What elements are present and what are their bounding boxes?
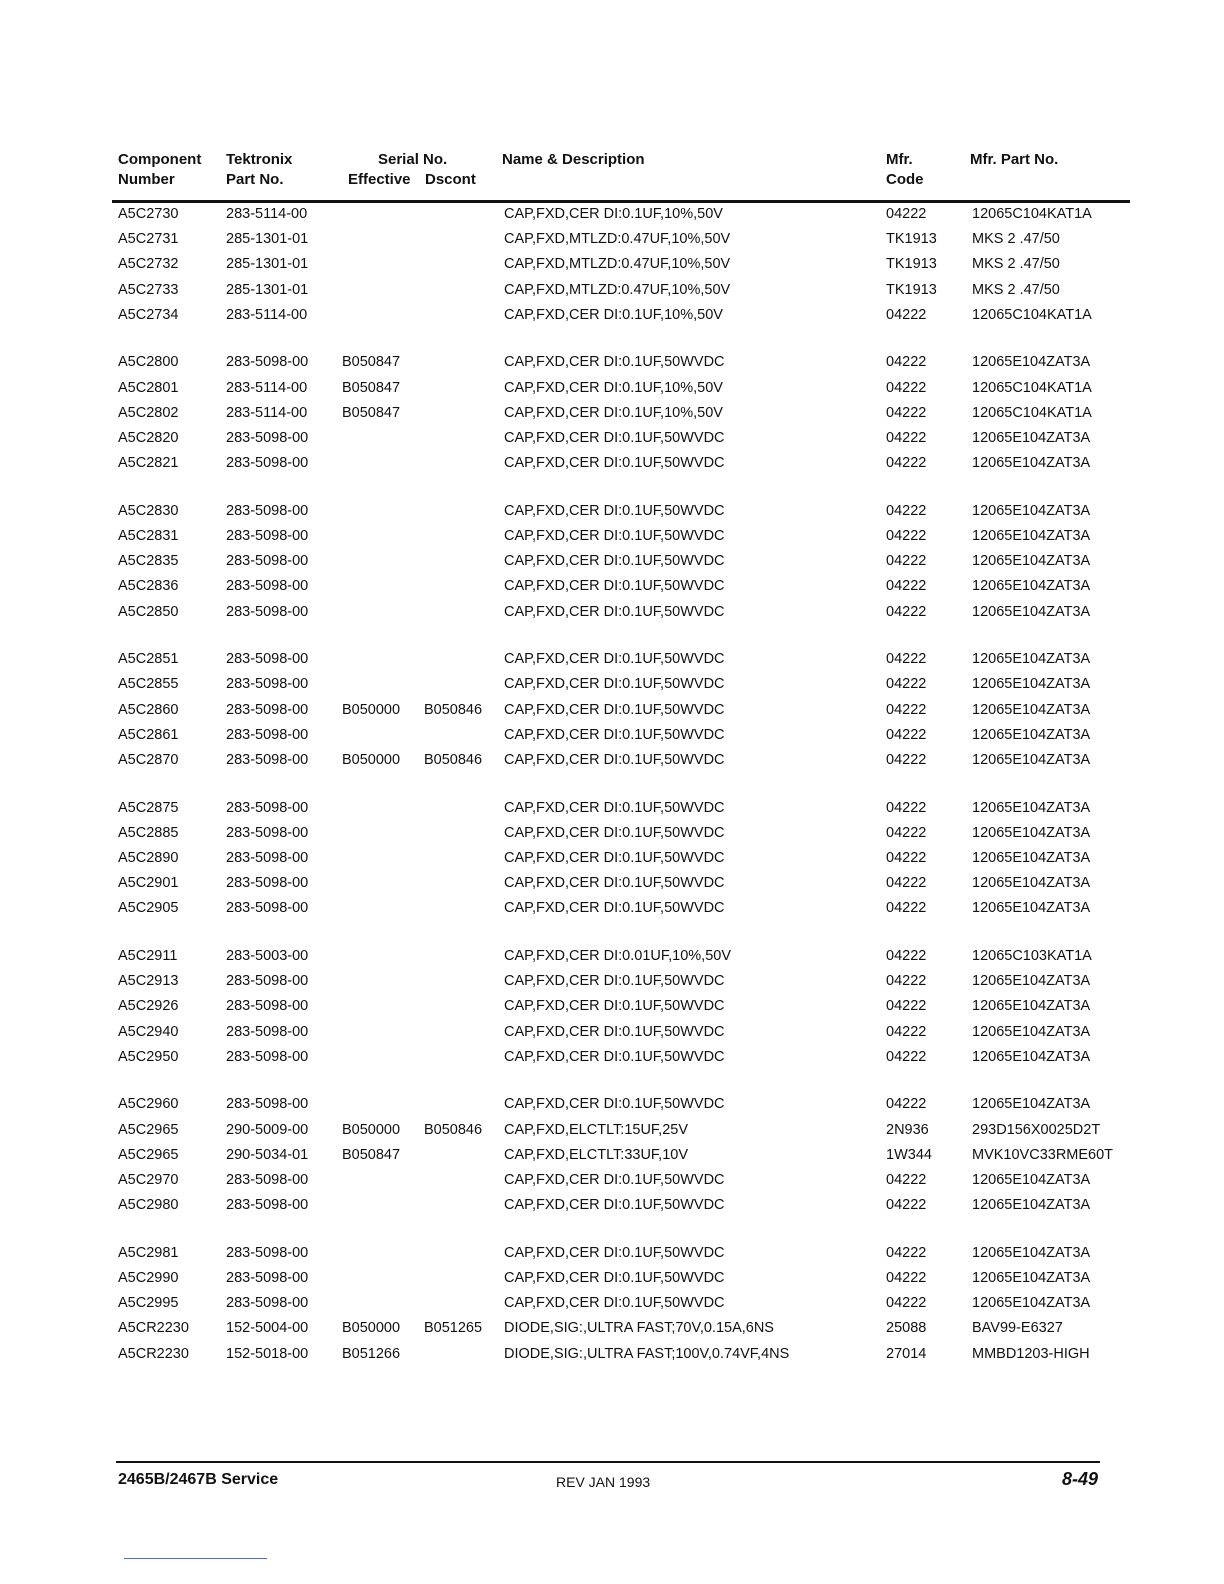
component-number: A5C2801 [118,379,179,396]
mfr-code: 04222 [886,998,927,1015]
part-description: CAP,FXD,CER DI:0.1UF,10%,50V [504,206,723,222]
serial-dscont: B050846 [424,1121,483,1138]
tektronix-part-no: 290-5009-00 [226,1121,309,1138]
table-row [0,1292,1224,1314]
table-row [0,1343,1224,1365]
mfr-part-no: 12065E104ZAT3A [972,1172,1091,1188]
mfr-code: 04222 [886,1244,927,1261]
header-mfr-part-no: Mfr. Part No. [970,151,1059,168]
component-number: A5CR2230 [118,1345,189,1362]
table-row [0,1169,1224,1191]
mfr-code: 04222 [886,455,927,472]
component-number: A5C2911 [118,948,178,964]
header-label: Tektronix [226,151,293,168]
tektronix-part-no: 283-5098-00 [226,998,309,1015]
component-number: A5C2860 [118,701,179,718]
mfr-part-no: 12065E104ZAT3A [972,676,1091,693]
tektronix-part-no: 283-5098-00 [226,799,309,816]
mfr-code: 04222 [886,430,927,446]
component-number: A5C2800 [118,354,179,371]
tektronix-part-no: 283-5098-00 [226,824,309,841]
part-description: CAP,FXD,CER DI:0.1UF,50WVDC [504,578,725,595]
part-description: CAP,FXD,CER DI:0.1UF,50WVDC [504,752,725,768]
component-number: A5C2926 [118,998,179,1015]
tektronix-part-no: 283-5098-00 [226,676,309,693]
component-number: A5C2870 [118,752,179,768]
mfr-code: 04222 [886,603,927,620]
mfr-part-no: MKS 2 .47/50 [972,256,1060,273]
header-effective: Effective [348,171,411,188]
mfr-part-no: 12065E104ZAT3A [972,726,1091,743]
tektronix-part-no: 283-5114-00 [226,379,308,396]
header-dscont: Dscont [425,171,476,188]
table-row [0,648,1224,670]
part-description: CAP,FXD,CER DI:0.1UF,50WVDC [504,1096,725,1113]
serial-effective: B050000 [342,1320,401,1337]
tektronix-part-no: 283-5098-00 [226,850,309,866]
mfr-part-no: 12065E104ZAT3A [972,998,1091,1015]
table-row [0,1093,1224,1115]
table-row [0,279,1224,301]
serial-effective: B050847 [342,354,401,371]
tektronix-part-no: 283-5098-00 [226,455,309,472]
tektronix-part-no: 283-5098-00 [226,430,309,446]
tektronix-part-no: 283-5098-00 [226,528,309,544]
mfr-part-no: 12065E104ZAT3A [972,752,1091,768]
header-label: Component [118,151,202,168]
table-row [0,699,1224,721]
mfr-code: 04222 [886,651,927,668]
part-description: CAP,FXD,CER DI:0.01UF,10%,50V [504,948,731,964]
table-row [0,1317,1224,1339]
revision-date: REV JAN 1993 [556,1474,651,1490]
part-description: CAP,FXD,CER DI:0.1UF,50WVDC [504,676,725,693]
component-number: A5C2821 [118,455,179,472]
part-description: CAP,FXD,CER DI:0.1UF,50WVDC [504,875,725,892]
tektronix-part-no: 283-5098-00 [226,726,309,743]
mfr-part-no: 12065E104ZAT3A [972,430,1091,446]
header-label: Mfr. [886,151,913,168]
serial-dscont: B051265 [424,1320,483,1337]
part-description: CAP,FXD,ELCTLT:15UF,25V [504,1121,689,1138]
component-number: A5C2970 [118,1172,179,1188]
header-mfr-code [886,150,924,190]
mfr-part-no: 12065E104ZAT3A [972,455,1091,472]
table-row [0,253,1224,275]
table-row [0,377,1224,399]
tektronix-part-no: 283-5098-00 [226,875,309,892]
mfr-part-no: 12065E104ZAT3A [972,354,1091,371]
table-row [0,897,1224,919]
component-number: A5C2875 [118,799,179,816]
mfr-part-no: 12065E104ZAT3A [972,1096,1091,1113]
part-description: CAP,FXD,CER DI:0.1UF,50WVDC [504,603,725,620]
mfr-code: 04222 [886,578,927,595]
table-header [0,150,1224,198]
mfr-part-no: 12065E104ZAT3A [972,528,1091,544]
part-description: CAP,FXD,CER DI:0.1UF,50WVDC [504,1244,725,1261]
component-number: A5C2830 [118,502,179,519]
tektronix-part-no: 283-5098-00 [226,1096,309,1113]
tektronix-part-no: 283-5098-00 [226,1270,309,1286]
header-tektronix-part-no [226,150,292,190]
part-description: DIODE,SIG:,ULTRA FAST;100V,0.74VF,4NS [504,1345,790,1362]
component-number: A5C2861 [118,726,179,743]
part-description: CAP,FXD,CER DI:0.1UF,50WVDC [504,1048,725,1065]
mfr-code: 04222 [886,206,927,222]
component-number: A5C2730 [118,206,179,222]
mfr-code: 04222 [886,726,927,743]
mfr-code: 04222 [886,1295,927,1312]
component-number: A5C2835 [118,553,179,570]
component-number: A5C2820 [118,430,179,446]
table-row [0,847,1224,869]
mfr-code: 04222 [886,354,927,371]
table-row [0,673,1224,695]
mfr-part-no: 12065E104ZAT3A [972,1295,1091,1312]
part-description: CAP,FXD,MTLZD:0.47UF,10%,50V [504,256,731,273]
table-row [0,797,1224,819]
component-number: A5C2940 [118,1023,179,1040]
table-row [0,749,1224,771]
component-number: A5C2855 [118,676,179,693]
component-number: A5C2995 [118,1295,179,1312]
table-row [0,304,1224,326]
table-row [0,550,1224,572]
component-number: A5C2905 [118,900,179,917]
link-underline [124,1558,267,1559]
mfr-part-no: 12065E104ZAT3A [972,603,1091,620]
mfr-code: TK1913 [886,256,937,273]
mfr-part-no: 12065E104ZAT3A [972,502,1091,519]
part-description: CAP,FXD,CER DI:0.1UF,50WVDC [504,701,725,718]
table-row [0,351,1224,373]
part-description: CAP,FXD,MTLZD:0.47UF,10%,50V [504,231,731,248]
tektronix-part-no: 283-5098-00 [226,1172,309,1188]
tektronix-part-no: 283-5098-00 [226,553,309,570]
table-row [0,1194,1224,1216]
mfr-part-no: 12065E104ZAT3A [972,1244,1091,1261]
component-number: A5C2960 [118,1096,179,1113]
tektronix-part-no: 285-1301-01 [226,281,309,298]
part-description: CAP,FXD,CER DI:0.1UF,50WVDC [504,1197,725,1214]
serial-effective: B050000 [342,752,401,768]
part-description: CAP,FXD,CER DI:0.1UF,50WVDC [504,1295,725,1312]
table-row [0,1242,1224,1264]
part-description: CAP,FXD,CER DI:0.1UF,50WVDC [504,528,725,544]
mfr-code: 04222 [886,900,927,917]
table-row [0,1119,1224,1141]
part-description: CAP,FXD,CER DI:0.1UF,50WVDC [504,1270,725,1286]
mfr-code: 04222 [886,824,927,841]
mfr-part-no: 12065C104KAT1A [972,206,1092,222]
header-component-number [118,150,201,190]
mfr-part-no: BAV99-E6327 [972,1320,1063,1337]
part-description: CAP,FXD,CER DI:0.1UF,50WVDC [504,651,725,668]
table-row [0,427,1224,449]
table-row [0,1267,1224,1289]
mfr-code: 04222 [886,948,927,964]
mfr-code: 04222 [886,1023,927,1040]
table-row [0,402,1224,424]
tektronix-part-no: 283-5098-00 [226,701,309,718]
component-number: A5C2981 [118,1244,179,1261]
manual-title: 2465B/2467B Service [118,1471,279,1488]
serial-effective: B050000 [342,701,401,718]
mfr-code: 04222 [886,306,927,323]
mfr-code: 04222 [886,379,927,396]
component-number: A5C2802 [118,404,179,421]
mfr-code: TK1913 [886,281,937,298]
tektronix-part-no: 283-5098-00 [226,1244,309,1261]
table-row [0,601,1224,623]
mfr-part-no: MKS 2 .47/50 [972,281,1060,298]
mfr-part-no: 293D156X0025D2T [972,1121,1101,1138]
mfr-code: 04222 [886,528,927,544]
part-description: CAP,FXD,CER DI:0.1UF,50WVDC [504,799,725,816]
tektronix-part-no: 283-5098-00 [226,1295,309,1312]
table-row [0,1046,1224,1068]
part-description: CAP,FXD,CER DI:0.1UF,50WVDC [504,998,725,1015]
tektronix-part-no: 283-5114-00 [226,306,308,323]
part-description: CAP,FXD,CER DI:0.1UF,50WVDC [504,900,725,917]
tektronix-part-no: 283-5098-00 [226,502,309,519]
tektronix-part-no: 152-5004-00 [226,1320,309,1337]
mfr-code: 04222 [886,1096,927,1113]
header-label: Number [118,171,175,188]
tektronix-part-no: 283-5098-00 [226,603,309,620]
serial-effective: B050847 [342,379,401,396]
mfr-code: 04222 [886,676,927,693]
part-description: CAP,FXD,ELCTLT:33UF,10V [504,1146,689,1163]
component-number: A5C2733 [118,281,179,298]
mfr-part-no: 12065E104ZAT3A [972,875,1091,892]
mfr-code: 04222 [886,701,927,718]
mfr-part-no: 12065E104ZAT3A [972,1197,1091,1214]
table-row [0,575,1224,597]
mfr-part-no: 12065E104ZAT3A [972,850,1091,866]
tektronix-part-no: 283-5098-00 [226,651,309,668]
mfr-code: 04222 [886,404,927,421]
mfr-code: 04222 [886,1270,927,1286]
table-row [0,525,1224,547]
mfr-part-no: 12065E104ZAT3A [972,824,1091,841]
mfr-part-no: 12065E104ZAT3A [972,1270,1091,1286]
component-number: A5C2913 [118,973,179,990]
component-number: A5C2901 [118,875,179,892]
part-description: CAP,FXD,CER DI:0.1UF,50WVDC [504,502,725,519]
mfr-code: 1W344 [886,1146,932,1163]
mfr-part-no: 12065E104ZAT3A [972,973,1091,990]
part-description: DIODE,SIG:,ULTRA FAST;70V,0.15A,6NS [504,1320,774,1337]
component-number: A5C2980 [118,1197,179,1214]
header-label: Part No. [226,171,284,188]
table-row [0,995,1224,1017]
mfr-part-no: 12065C104KAT1A [972,379,1092,396]
part-description: CAP,FXD,CER DI:0.1UF,10%,50V [504,306,723,323]
mfr-code: 04222 [886,973,927,990]
part-description: CAP,FXD,CER DI:0.1UF,10%,50V [504,404,723,421]
part-description: CAP,FXD,CER DI:0.1UF,50WVDC [504,1023,725,1040]
part-description: CAP,FXD,CER DI:0.1UF,50WVDC [504,973,725,990]
part-description: CAP,FXD,CER DI:0.1UF,50WVDC [504,726,725,743]
footer-divider [116,1461,1100,1463]
mfr-part-no: MMBD1203-HIGH [972,1345,1090,1362]
table-row [0,872,1224,894]
tektronix-part-no: 283-5098-00 [226,1197,309,1214]
tektronix-part-no: 283-5114-00 [226,206,308,222]
part-description: CAP,FXD,CER DI:0.1UF,50WVDC [504,430,725,446]
part-description: CAP,FXD,CER DI:0.1UF,50WVDC [504,824,725,841]
serial-effective: B050000 [342,1121,401,1138]
mfr-code: 04222 [886,553,927,570]
tektronix-part-no: 283-5114-00 [226,404,308,421]
component-number: A5CR2230 [118,1320,189,1337]
mfr-part-no: 12065E104ZAT3A [972,701,1091,718]
component-number: A5C2836 [118,578,179,595]
part-description: CAP,FXD,CER DI:0.1UF,10%,50V [504,379,723,396]
mfr-part-no: 12065E104ZAT3A [972,799,1091,816]
mfr-part-no: 12065E104ZAT3A [972,578,1091,595]
table-row [0,724,1224,746]
component-number: A5C2990 [118,1270,179,1286]
page-number: 8-49 [1061,1469,1098,1489]
mfr-code: 2N936 [886,1121,929,1138]
mfr-part-no: 12065E104ZAT3A [972,900,1091,917]
mfr-part-no: MVK10VC33RME60T [972,1146,1114,1163]
tektronix-part-no: 283-5098-00 [226,1023,309,1040]
table-row [0,970,1224,992]
component-number: A5C2885 [118,824,179,841]
component-number: A5C2731 [118,231,179,248]
tektronix-part-no: 152-5018-00 [226,1345,309,1362]
tektronix-part-no: 283-5098-00 [226,578,309,595]
mfr-code: 04222 [886,850,927,866]
component-number: A5C2734 [118,306,179,323]
tektronix-part-no: 283-5098-00 [226,1048,309,1065]
mfr-part-no: 12065E104ZAT3A [972,651,1091,668]
serial-effective: B050847 [342,1146,401,1163]
mfr-part-no: 12065C104KAT1A [972,306,1092,323]
tektronix-part-no: 283-5098-00 [226,973,309,990]
part-description: CAP,FXD,CER DI:0.1UF,50WVDC [504,354,725,371]
part-description: CAP,FXD,CER DI:0.1UF,50WVDC [504,850,725,866]
table-row [0,452,1224,474]
table-row [0,500,1224,522]
part-description: CAP,FXD,CER DI:0.1UF,50WVDC [504,455,725,472]
mfr-code: 04222 [886,875,927,892]
part-description: CAP,FXD,MTLZD:0.47UF,10%,50V [504,281,731,298]
table-row [0,228,1224,250]
mfr-code: 27014 [886,1345,927,1362]
header-label: Code [886,171,924,188]
serial-effective: B050847 [342,404,401,421]
tektronix-part-no: 283-5098-00 [226,752,309,768]
component-number: A5C2732 [118,256,179,273]
mfr-part-no: 12065E104ZAT3A [972,1023,1091,1040]
tektronix-part-no: 285-1301-01 [226,231,309,248]
table-row [0,945,1224,967]
component-number: A5C2851 [118,651,179,668]
serial-effective: B051266 [342,1345,401,1362]
table-row [0,203,1224,225]
serial-dscont: B050846 [424,752,483,768]
mfr-part-no: 12065E104ZAT3A [972,553,1091,570]
mfr-part-no: 12065C103KAT1A [972,948,1092,964]
mfr-code: 04222 [886,1048,927,1065]
mfr-code: 04222 [886,1197,927,1214]
tektronix-part-no: 283-5003-00 [226,948,309,964]
component-number: A5C2965 [118,1146,179,1163]
header-serial-no: Serial No. [378,151,448,168]
mfr-code: 25088 [886,1320,927,1337]
component-number: A5C2850 [118,603,179,620]
component-number: A5C2965 [118,1121,179,1138]
table-row [0,1144,1224,1166]
mfr-code: 04222 [886,752,927,768]
mfr-part-no: 12065C104KAT1A [972,404,1092,421]
table-row [0,1021,1224,1043]
mfr-code: 04222 [886,799,927,816]
mfr-code: 04222 [886,1172,927,1188]
header-name-description: Name & Description [502,151,645,168]
component-number: A5C2950 [118,1048,179,1065]
part-description: CAP,FXD,CER DI:0.1UF,50WVDC [504,553,725,570]
serial-dscont: B050846 [424,701,483,718]
component-number: A5C2890 [118,850,179,866]
component-number: A5C2831 [118,528,179,544]
mfr-code: TK1913 [886,231,937,248]
tektronix-part-no: 283-5098-00 [226,900,309,917]
mfr-part-no: 12065E104ZAT3A [972,1048,1091,1065]
mfr-code: 04222 [886,502,927,519]
tektronix-part-no: 283-5098-00 [226,354,309,371]
table-row [0,822,1224,844]
tektronix-part-no: 285-1301-01 [226,256,309,273]
mfr-part-no: MKS 2 .47/50 [972,231,1060,248]
part-description: CAP,FXD,CER DI:0.1UF,50WVDC [504,1172,725,1188]
tektronix-part-no: 290-5034-01 [226,1146,309,1163]
